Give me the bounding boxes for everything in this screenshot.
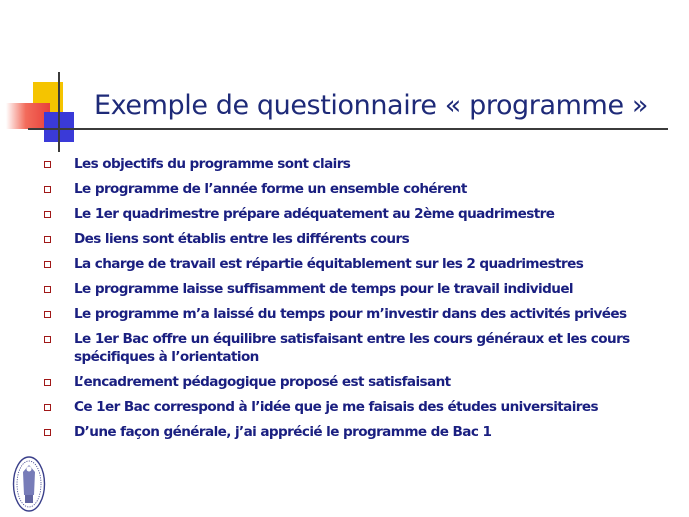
bullet-item — [44, 373, 674, 391]
bullet-square-icon — [44, 236, 51, 243]
bullet-square-icon — [44, 186, 51, 193]
bullet-square-icon — [44, 429, 51, 436]
bullet-text: Des liens sont établis entre les différents cours — [74, 231, 410, 247]
bullet-square-icon — [44, 311, 51, 318]
university-seal-icon — [12, 455, 46, 513]
bullet-item — [44, 330, 674, 366]
bullet-list — [44, 155, 674, 448]
bullet-square-icon — [44, 161, 51, 168]
bullet-item — [44, 255, 674, 273]
bullet-text: L’encadrement pédagogique proposé est satisfaisant — [74, 374, 451, 390]
bullet-text: D’une façon générale, j’ai apprécié le programme de Bac 1 — [74, 424, 492, 440]
bullet-square-icon — [44, 404, 51, 411]
bullet-text: La charge de travail est répartie équitablement sur les 2 quadrimestres — [74, 256, 584, 272]
bullet-text: Le programme laisse suffisamment de temps pour le travail individuel — [74, 281, 573, 297]
bullet-item — [44, 205, 674, 223]
bullet-square-icon — [44, 379, 51, 386]
bullet-text: Le programme m’a laissé du temps pour m’investir dans des activités privées — [74, 306, 627, 322]
bullet-text: Le programme de l’année forme un ensemble cohérent — [74, 181, 467, 197]
bullet-text: Les objectifs du programme sont clairs — [74, 156, 351, 172]
bullet-text: Le 1er quadrimestre prépare adéquatement au 2ème quadrimestre — [74, 206, 555, 222]
bullet-item — [44, 280, 674, 298]
bullet-square-icon — [44, 286, 51, 293]
bullet-item — [44, 230, 674, 248]
bullet-square-icon — [44, 261, 51, 268]
decor-vertical-line — [58, 72, 60, 152]
bullet-item — [44, 398, 674, 416]
bullet-text: Le 1er Bac offre un équilibre satisfaisant entre les cours généraux et les cours spécifiques à l’orientation — [74, 331, 630, 365]
bullet-text: Ce 1er Bac correspond à l’idée que je me faisais des études universitaires — [74, 399, 599, 415]
bullet-item — [44, 423, 674, 441]
slide-title: Exemple de questionnaire « programme » — [94, 90, 648, 121]
bullet-square-icon — [44, 211, 51, 218]
bullet-item — [44, 180, 674, 198]
bullet-item — [44, 155, 674, 173]
bullet-square-icon — [44, 336, 51, 343]
title-underline — [28, 128, 668, 130]
bullet-item — [44, 305, 674, 323]
